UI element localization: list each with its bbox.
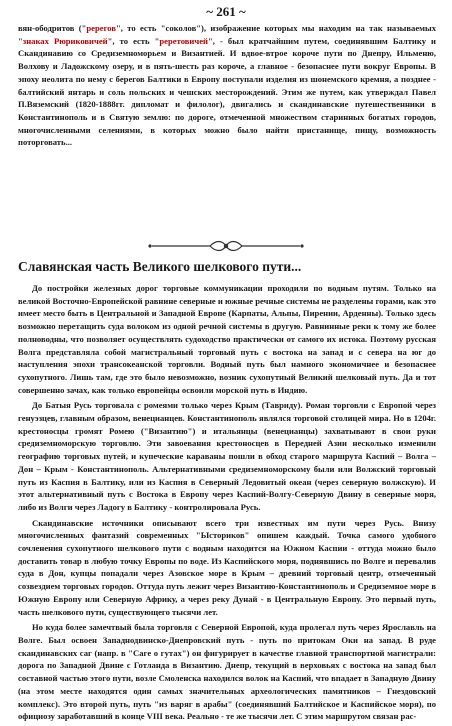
ornamental-divider	[0, 239, 452, 253]
intro-text-4: ", - был кратчайшим путем, соединявшим Балтику и Скандинавию со Средиземноморьем и Византией. И вдвое-втрое короче пути по Днепру, Ильменю, Волхову и Ладожскому озеру, и в пять-шесть раз короче, а главное - безопаснее пути вокруг Европы. В эпоху неолита по нему с берегов Балтики в Европу поступали изделия из шонемского кремня, а позднее - балтийский янтарь и соль польских и чешских месторождений. Этим же путем, как утверждал Павел П.Вяземский (1820-1888гг. дипломат и филолог), двигались и скандинавские путешественники в Константинополь и в Святую землю: по дороге, отмеченной множеством старинных богатых городов, многочисленными селениями, в которых можно было найти пристанище, пищу, возможность поторговать...	[18, 35, 436, 148]
intro-text-1: вян-ободритов ("	[18, 23, 87, 33]
paragraph-1: До постройки железных дорог торговые коммуникации проходили по водным путям. Только на великой Восточно-Европейской равнине северные и южные речные системы не разделены горами, как это имеет место быть в Центральной и Западной Европе (Карпаты, Альпы, Пирении, Арденны). Только здесь возможно перетащить суда волоком из одной речной системы в другую. Равнинные реки к тому же более полноводны, что позволяет осуществлять судоходство практически от самого их истока. Поэтому русская Волга представляла собой магистральный торговый путь с востока на запад и с севера на юг до наступления эпохи трансокеанской торговли. Водный путь был намного экономичнее и безопаснее сухопутного. Лишь там, где это было невозможно, возник сухопутный Великий шелковый путь. Да и тот совершенно зачах, как только европейцы освоили морской путь в Индию.	[18, 283, 436, 395]
page-number: ~ 261 ~	[206, 4, 246, 19]
section-heading: Славянская часть Великого шелкового пути...	[18, 259, 302, 274]
intro-text-3: ", то есть "	[107, 35, 160, 46]
paragraph-2: До Батыя Русь торговала с ромеями только через Крым (Тавриду). Роман торговли с Европой через генуэзцев, главным образом, венецианцев. Константинополь являлся торговой столицей мира. Но в 1204г. крестоносцы громят Ромею ("Византию") и итальянцы (венецианцы) захватывают в свои руки средиземноморскую торговлю. Эти завоевания крестоносцев в Передней Азии несколько изменили географию торговых путей, и купеческие караваны пошли в обход старого маршрута Каспий – Волга – Дон – Крым - Константинополь. Альтернативными средиземноморскому были или Волжский торговый путь из Каспия в Балтику, или из Каспия в Северный Ледовитый океан (через северную волжскую). И этот альтернативный путь с Востока в Европу через Каспий-Волгу-Северную Двину в северные моря, либо из Волги через Ладогу в Балтику - контролировала Русь.	[18, 400, 436, 512]
highlight-rurikovich-signs: знаках Рюриковичей	[22, 35, 108, 46]
intro-paragraph	[18, 22, 436, 149]
highlight-reregov: ререгов	[86, 23, 116, 33]
highlight-reretovichi: реретовичей	[159, 35, 208, 46]
section-body	[18, 282, 436, 726]
paragraph-4: Но куда более замечтвый была торговля с Северной Европой, куда пролегал путь через Ярославль на Волге. Был освоен Западнодвинско-Днепровский путь - путь по притокам Оки на запад. В руде скандинавских саг (напр. в "Саге о гутах") он фигурирует в качестве главной транспортной магистрали: дорога по Западной Двине с Готланда в Византию. Днепр, текущий в верховьях с востока на запад был составной частью этого пути, возле Смоленска находился волок на Каспий, что впадает в Западную Двину (на этом месте находятся один самых значительных археологических памятников – Гнездовский комплекс). Это второй путь, путь "из варяг в арабы" (соединявший Балтийское и Каспийское моря), по официозу заработавший в конце VIII века. Реально - те же тысячи лет. С этим маршрутом связан рас-	[18, 622, 436, 722]
intro-text-2: ", то есть "соколов"), изображение которых мы находим на так называемых "	[18, 23, 436, 46]
paragraph-3: Скандинавские источники описывают всего три известных им пути через Русь. Внизу многочисленных фантазий современных "Ысториков" опишем каждый. Точка самого удобного сочленения сухопутного шелкового пути с водным находится на Южном Каспии - оттуда можно было доставить товар в любую точку Европы по воде. Из Каспийского моря, поднявшись по Волге и перевалив суда в Дон, купцы попадали через Азовское море в Крым – древний торговый центр, отмеченный созвездием торговых городов. Оттуда путь лежит через Византию-Константинополь и Средиземное море в Южную Европу или Северную Африку, а через реку Дунай - в Центральную Европу. Это первый путь, часть шелкового пути, существующего тысячи лет.	[18, 517, 436, 617]
